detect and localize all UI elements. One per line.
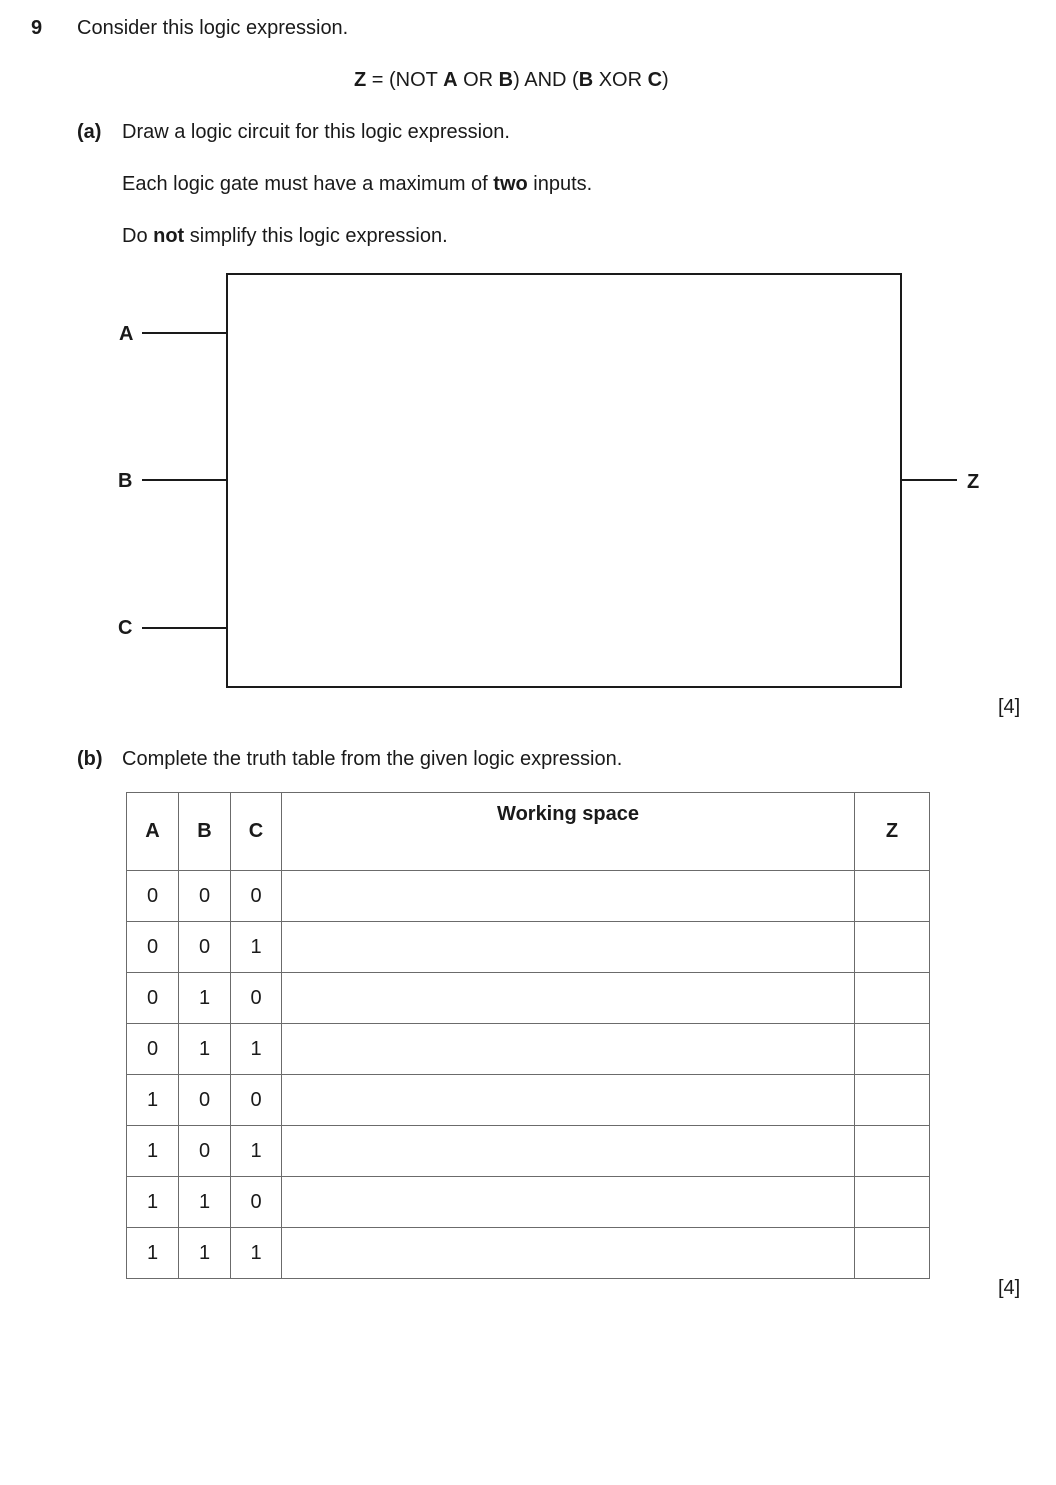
part-a-rule-simplify bbox=[122, 226, 448, 246]
expr-eq-not: = (NOT bbox=[366, 69, 444, 91]
cell-c: 1 bbox=[231, 1228, 282, 1279]
working-space-cell[interactable] bbox=[282, 1024, 855, 1075]
cell-b: 0 bbox=[179, 1075, 231, 1126]
z-answer-cell[interactable] bbox=[855, 1075, 930, 1126]
expr-a: A bbox=[443, 69, 458, 91]
z-answer-cell[interactable] bbox=[855, 1024, 930, 1075]
table-row bbox=[127, 1024, 930, 1075]
part-b-instruction: Complete the truth table from the given logic expression. bbox=[122, 748, 623, 770]
input-wire-a bbox=[142, 332, 227, 334]
rule2-post: simplify this logic expression. bbox=[184, 225, 448, 247]
cell-c: 0 bbox=[231, 871, 282, 922]
working-space-cell[interactable] bbox=[282, 922, 855, 973]
cell-c: 1 bbox=[231, 1126, 282, 1177]
cell-b: 1 bbox=[179, 1024, 231, 1075]
input-wire-b bbox=[142, 479, 227, 481]
part-b-marks: [4] bbox=[998, 1277, 1021, 1299]
cell-c: 1 bbox=[231, 1024, 282, 1075]
input-label-a: A bbox=[119, 323, 134, 345]
cell-a: 0 bbox=[127, 922, 179, 973]
rule2-pre: Do bbox=[122, 225, 154, 247]
part-a-instruction: Draw a logic circuit for this logic expression. bbox=[122, 121, 510, 143]
expr-b2: B bbox=[578, 69, 594, 91]
expr-b1: B bbox=[498, 69, 514, 91]
cell-a: 0 bbox=[127, 973, 179, 1024]
z-answer-cell[interactable] bbox=[855, 1228, 930, 1279]
logic-expression bbox=[354, 70, 669, 90]
header-b: B bbox=[179, 793, 231, 871]
cell-b: 1 bbox=[179, 1177, 231, 1228]
rule1-post: inputs. bbox=[527, 173, 593, 195]
z-answer-cell[interactable] bbox=[855, 1126, 930, 1177]
truth-table-header-row bbox=[127, 793, 930, 871]
part-a-marks: [4] bbox=[998, 696, 1021, 718]
header-working-space: Working space bbox=[282, 793, 855, 871]
header-a: A bbox=[127, 793, 179, 871]
part-a-label: (a) bbox=[77, 121, 102, 143]
expr-and: ) AND ( bbox=[513, 69, 579, 91]
output-wire-z bbox=[901, 479, 957, 481]
z-answer-cell[interactable] bbox=[855, 871, 930, 922]
header-z: Z bbox=[855, 793, 930, 871]
part-b-label: (b) bbox=[77, 748, 103, 770]
input-wire-c bbox=[142, 627, 227, 629]
cell-c: 0 bbox=[231, 1075, 282, 1126]
working-space-cell[interactable] bbox=[282, 871, 855, 922]
circuit-drawing-area[interactable] bbox=[226, 273, 902, 688]
cell-a: 1 bbox=[127, 1177, 179, 1228]
expr-close: ) bbox=[662, 69, 669, 91]
cell-b: 0 bbox=[179, 871, 231, 922]
working-space-cell[interactable] bbox=[282, 973, 855, 1024]
cell-a: 1 bbox=[127, 1126, 179, 1177]
expr-c: C bbox=[647, 69, 663, 91]
expr-z: Z bbox=[354, 69, 367, 91]
working-space-cell[interactable] bbox=[282, 1075, 855, 1126]
input-label-c: C bbox=[118, 617, 133, 639]
z-answer-cell[interactable] bbox=[855, 922, 930, 973]
cell-c: 1 bbox=[231, 922, 282, 973]
input-label-b: B bbox=[118, 470, 133, 492]
part-a-rule-inputs bbox=[122, 174, 592, 194]
expr-or: OR bbox=[457, 69, 499, 91]
rule1-bold: two bbox=[493, 173, 528, 195]
output-label-z: Z bbox=[967, 471, 980, 493]
question-number: 9 bbox=[31, 17, 43, 39]
header-c: C bbox=[231, 793, 282, 871]
cell-b: 1 bbox=[179, 1228, 231, 1279]
cell-b: 0 bbox=[179, 1126, 231, 1177]
question-intro: Consider this logic expression. bbox=[77, 17, 349, 39]
table-row bbox=[127, 1075, 930, 1126]
cell-a: 1 bbox=[127, 1228, 179, 1279]
table-row bbox=[127, 1177, 930, 1228]
cell-c: 0 bbox=[231, 1177, 282, 1228]
cell-b: 0 bbox=[179, 922, 231, 973]
truth-table bbox=[126, 792, 930, 1279]
cell-b: 1 bbox=[179, 973, 231, 1024]
cell-c: 0 bbox=[231, 973, 282, 1024]
table-row bbox=[127, 973, 930, 1024]
cell-a: 1 bbox=[127, 1075, 179, 1126]
cell-a: 0 bbox=[127, 1024, 179, 1075]
z-answer-cell[interactable] bbox=[855, 1177, 930, 1228]
z-answer-cell[interactable] bbox=[855, 973, 930, 1024]
rule1-pre: Each logic gate must have a maximum of bbox=[122, 173, 494, 195]
table-row bbox=[127, 1126, 930, 1177]
table-row bbox=[127, 922, 930, 973]
working-space-cell[interactable] bbox=[282, 1228, 855, 1279]
rule2-bold: not bbox=[153, 225, 185, 247]
working-space-cell[interactable] bbox=[282, 1126, 855, 1177]
cell-a: 0 bbox=[127, 871, 179, 922]
expr-xor: XOR bbox=[593, 69, 648, 91]
table-row bbox=[127, 871, 930, 922]
working-space-cell[interactable] bbox=[282, 1177, 855, 1228]
table-row bbox=[127, 1228, 930, 1279]
